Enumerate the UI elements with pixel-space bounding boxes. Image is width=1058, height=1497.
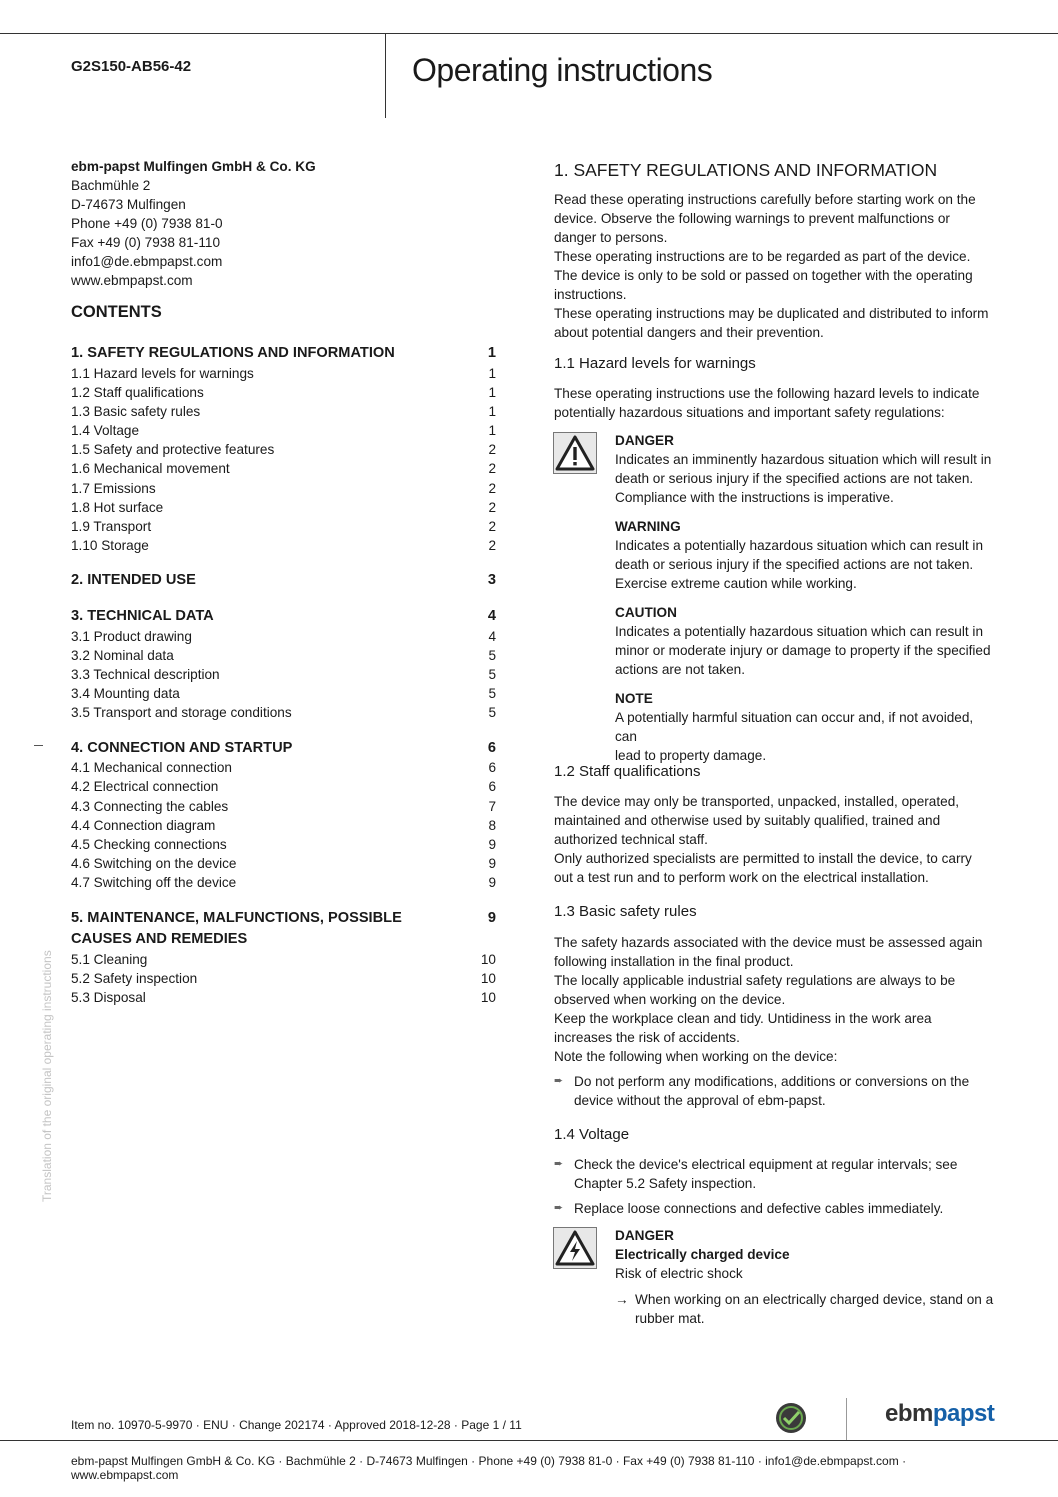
toc-entry[interactable]: 2. INTENDED USE 3: [71, 572, 496, 588]
voltage-danger-box: DANGER Electrically charged device Risk of electric shock: [615, 1228, 790, 1281]
toc-entry[interactable]: 1. SAFETY REGULATIONS AND INFORMATION 1: [71, 345, 496, 361]
hazard-level-danger: DANGER Indicates an imminently hazardous situation which will result in death or serious injury if the specified actions are not taken. Compliance with the instructions is imperative.: [615, 433, 992, 505]
subsection-heading: 1.4 Voltage: [554, 1126, 630, 1143]
address-line: D-74673 Mulfingen: [71, 197, 186, 212]
toc-entry[interactable]: 3.1 Product drawing 4: [71, 629, 496, 644]
document-title: Operating instructions: [412, 52, 713, 88]
section-paragraph: The device may only be transported, unpacked, installed, operated, maintained and otherwise used by suitably qualified, trained and authorized technical staff. Only authorized specialists are permitted to install the device, to carry out a test run and to perform work on the electrical installation.: [554, 794, 972, 885]
subsection-heading: 1.3 Basic safety rules: [554, 903, 697, 920]
margin-mark: [34, 745, 43, 746]
subsection-heading: 1.2 Staff qualifications: [554, 763, 701, 780]
toc-entry[interactable]: 1.7 Emissions 2: [71, 481, 496, 496]
section-paragraph: These operating instructions use the following hazard levels to indicate potentially hazardous situations and important safety regulations:: [554, 386, 980, 420]
address-line: Bachmühle 2: [71, 178, 151, 193]
website-link[interactable]: www.ebmpapst.com: [71, 273, 193, 288]
toc-entry[interactable]: 4.1 Mechanical connection 6: [71, 760, 496, 775]
toc-entry[interactable]: 3. TECHNICAL DATA 4: [71, 608, 496, 624]
item-info-line: Item no. 10970-5-9970 · ENU · Change 202174 · Approved 2018-12-28 · Page 1 / 11: [71, 1418, 522, 1432]
bullet-item: ➨ Replace loose connections and defective cables immediately.: [554, 1201, 944, 1216]
ebmpapst-logo: ebmpapst: [885, 1400, 995, 1427]
toc-entry[interactable]: 1.3 Basic safety rules 1: [71, 404, 496, 419]
toc-entry[interactable]: 4. CONNECTION AND STARTUP 6: [71, 740, 496, 756]
contents-heading: CONTENTS: [71, 303, 162, 321]
toc-entry[interactable]: 3.5 Transport and storage conditions 5: [71, 705, 496, 720]
subsection-heading: 1.1 Hazard levels for warnings: [554, 355, 756, 372]
section-paragraph: Read these operating instructions carefully before starting work on the device. Observe the following warnings to prevent malfunctions or danger to persons. These operating instructions are to be regarded as part of the device. The device is only to be sold or passed on together with the operating instructions. These operating instructions may be duplicated and distributed to inform about potential dangers and their prevention.: [554, 192, 989, 340]
bullet-item: ➨ Do not perform any modifications, additions or conversions on the device without the approval of ebm-papst.: [554, 1074, 970, 1108]
toc-entry[interactable]: 1.9 Transport 2: [71, 519, 496, 534]
toc-entry[interactable]: 1.1 Hazard levels for warnings 1: [71, 366, 496, 381]
header-divider: [385, 33, 386, 118]
electric-hazard-icon: [553, 1227, 597, 1269]
toc-entry[interactable]: 4.4 Connection diagram 8: [71, 818, 496, 833]
product-number: G2S150-AB56-42: [71, 58, 192, 75]
company-name: ebm-papst Mulfingen GmbH & Co. KG: [71, 159, 316, 174]
company-address: [71, 157, 501, 290]
email-link[interactable]: info1@de.ebmpapst.com: [71, 254, 223, 269]
footer-rule: [0, 1440, 1058, 1441]
toc-entry-continued[interactable]: CAUSES AND REMEDIES: [71, 931, 248, 947]
hazard-level-caution: CAUTION Indicates a potentially hazardous situation which can result in minor or moderate injury or damage to property if the specified actions are not taken.: [615, 605, 991, 677]
toc-entry[interactable]: 5.3 Disposal 10: [71, 990, 496, 1005]
toc-entry[interactable]: 4.5 Checking connections 9: [71, 837, 496, 852]
arrow-bullet-icon: ➨: [554, 1158, 564, 1170]
section-paragraph: The safety hazards associated with the device must be assessed again following installation in the final product. The locally applicable industrial safety regulations are always to be observed when working on the device. Keep the workplace clean and tidy. Untidiness in the work area increases the risk of accidents. Note the following when working on the device:: [554, 935, 983, 1064]
toc-entry[interactable]: 5.1 Cleaning 10: [71, 952, 496, 967]
toc-entry[interactable]: 5. MAINTENANCE, MALFUNCTIONS, POSSIBLE 9: [71, 910, 496, 926]
toc-entry[interactable]: 5.2 Safety inspection 10: [71, 971, 496, 986]
bullet-item: ➨ Check the device's electrical equipment at regular intervals; see Chapter 5.2 Safety inspection.: [554, 1157, 958, 1191]
toc-entry[interactable]: 1.6 Mechanical movement 2: [71, 461, 496, 476]
section-heading: 1. SAFETY REGULATIONS AND INFORMATION: [554, 160, 938, 180]
toc-entry[interactable]: 1.2 Staff qualifications 1: [71, 385, 496, 400]
toc-entry[interactable]: 3.3 Technical description 5: [71, 667, 496, 682]
toc-entry[interactable]: 4.7 Switching off the device 9: [71, 875, 496, 890]
warning-triangle-icon: [553, 432, 597, 474]
fax-line: Fax +49 (0) 7938 81-110: [71, 235, 220, 250]
arrow-bullet-icon: ➨: [554, 1075, 564, 1087]
arrow-bullet-icon: ➨: [554, 1202, 564, 1214]
company-footer-line: ebm-papst Mulfingen GmbH & Co. KG · Bachmühle 2 · D-74673 Mulfingen · Phone +49 (0) 7938 81-0 · Fax +49 (0) 7938 81-110 · info1@de.ebmpapst.com · www.ebmpapst.com: [71, 1454, 907, 1482]
green-tech-seal-icon: [774, 1401, 808, 1435]
toc-entry[interactable]: 3.2 Nominal data 5: [71, 648, 496, 663]
hazard-level-note: NOTE A potentially harmful situation can occur and, if not avoided, can lead to property damage.: [615, 691, 974, 763]
sidebar-translation-note: Translation of the original operating instructions: [40, 950, 54, 1202]
phone-line: Phone +49 (0) 7938 81-0: [71, 216, 223, 231]
toc-entry[interactable]: 4.2 Electrical connection 6: [71, 779, 496, 794]
toc-entry[interactable]: 3.4 Mounting data 5: [71, 686, 496, 701]
right-arrow-icon: →: [615, 1292, 629, 1307]
toc-entry[interactable]: 1.5 Safety and protective features 2: [71, 442, 496, 457]
danger-action: → When working on an electrically charged device, stand on a rubber mat.: [615, 1292, 994, 1326]
logo-divider: [846, 1398, 847, 1440]
hazard-level-warning: WARNING Indicates a potentially hazardous situation which can result in death or serious injury if the specified actions are not taken. Exercise extreme caution while working.: [615, 519, 984, 591]
toc-entry[interactable]: 4.3 Connecting the cables 7: [71, 799, 496, 814]
toc-entry[interactable]: 1.8 Hot surface 2: [71, 500, 496, 515]
toc-entry[interactable]: 1.10 Storage 2: [71, 538, 496, 553]
top-rule: [0, 33, 1058, 34]
toc-entry[interactable]: 1.4 Voltage 1: [71, 423, 496, 438]
toc-entry[interactable]: 4.6 Switching on the device 9: [71, 856, 496, 871]
